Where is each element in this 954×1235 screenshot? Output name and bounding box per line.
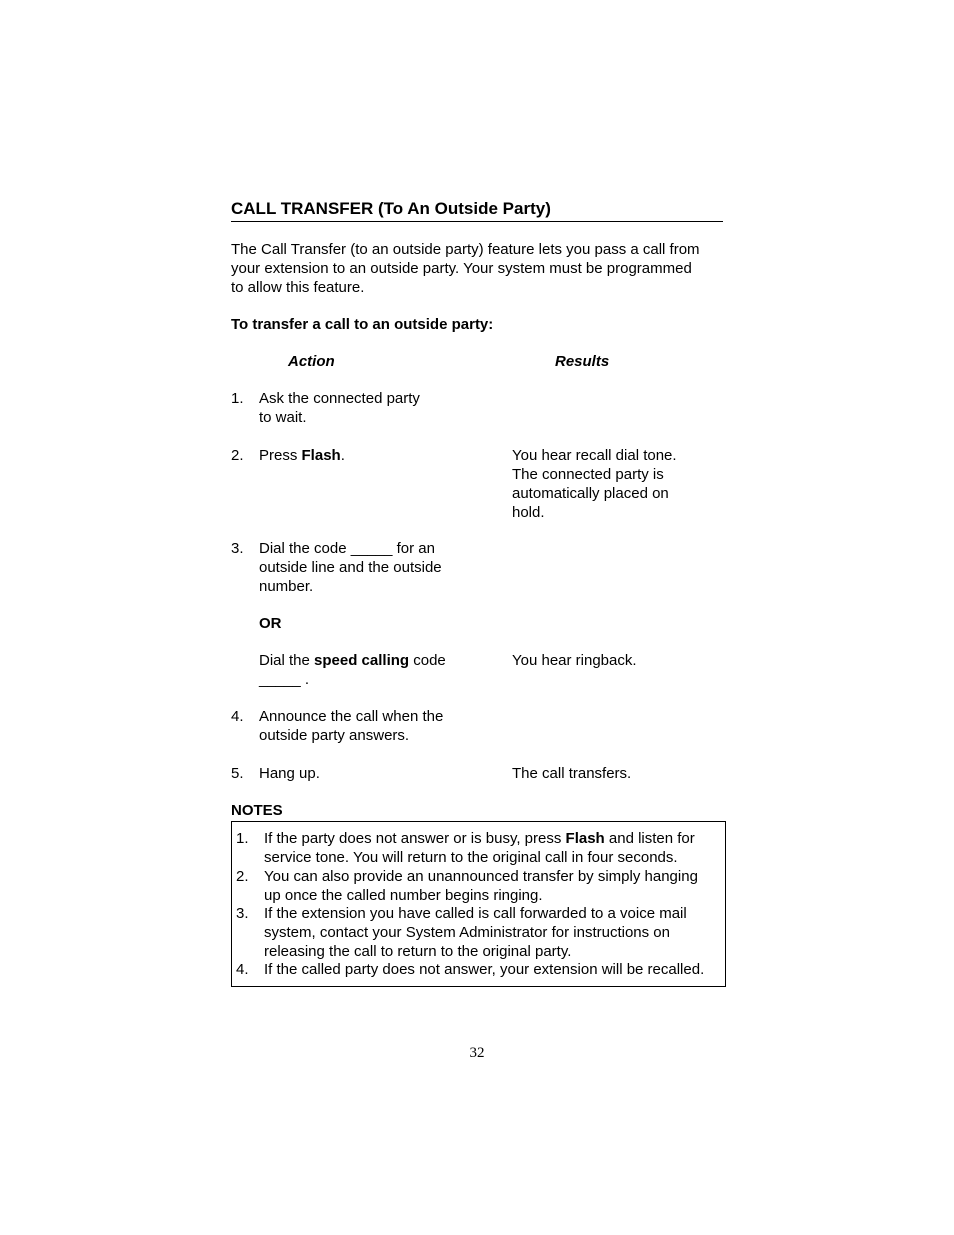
step-action-text: Press <box>259 447 302 464</box>
step-action-line: _____ . <box>259 671 310 688</box>
step-number: 2. <box>231 447 244 464</box>
note-line: system, contact your System Administrator for instructions on <box>264 924 670 941</box>
step-action <box>259 446 489 465</box>
step-action-text: code <box>409 652 446 669</box>
step-result: The call transfers. <box>512 765 632 782</box>
step-result <box>512 446 712 522</box>
step-action <box>259 539 489 596</box>
note-number: 4. <box>236 961 249 978</box>
step-action-line: Ask the connected party <box>259 390 420 407</box>
note-item <box>236 960 724 979</box>
step-action-line: Announce the call when the <box>259 708 444 725</box>
note-text <box>264 867 724 905</box>
flash-key-label: Flash <box>301 447 341 464</box>
note-text <box>264 829 724 867</box>
intro-line: The Call Transfer (to an outside party) feature lets you pass a call from <box>231 241 700 258</box>
step-action: Hang up. <box>259 765 320 782</box>
step-action-line: outside line and the outside <box>259 559 442 576</box>
step-action-text: Dial the <box>259 652 315 669</box>
step-action-line: Dial the code _____ for an <box>259 540 435 557</box>
flash-key-label: Flash <box>565 830 605 847</box>
step-result-line: The connected party is <box>512 466 664 483</box>
speed-calling-label: speed calling <box>314 652 410 669</box>
results-column-header: Results <box>555 353 610 370</box>
intro-line: to allow this feature. <box>231 279 365 296</box>
note-text-part: and listen for <box>604 830 695 847</box>
note-text-part: If the party does not answer or is busy, press <box>264 830 566 847</box>
note-item <box>236 867 724 905</box>
step-number: 1. <box>231 390 244 407</box>
note-text <box>264 904 724 961</box>
step-number: 3. <box>231 540 244 557</box>
step-result-line: hold. <box>512 504 545 521</box>
note-item <box>236 904 724 961</box>
notes-heading: NOTES <box>231 802 283 819</box>
step-number: 5. <box>231 765 244 782</box>
note-number: 2. <box>236 868 249 885</box>
note-number: 3. <box>236 905 249 922</box>
note-line: up once the called number begins ringing. <box>264 887 543 904</box>
step-action-text: . <box>340 447 345 464</box>
note-item <box>236 829 724 867</box>
step-action <box>259 707 489 745</box>
or-separator: OR <box>259 615 282 632</box>
action-column-header: Action <box>288 353 335 370</box>
page-number: 32 <box>469 1045 485 1061</box>
intro-line: your extension to an outside party. Your system must be programmed <box>231 260 692 277</box>
note-line: If the called party does not answer, your extension will be recalled. <box>264 961 705 978</box>
note-line: releasing the call to return to the original party. <box>264 943 572 960</box>
step-result-line: You hear recall dial tone. <box>512 447 677 464</box>
step-action <box>259 389 489 427</box>
intro-paragraph <box>231 240 723 297</box>
step-number: 4. <box>231 708 244 725</box>
step-result: You hear ringback. <box>512 652 637 669</box>
note-line: If the extension you have called is call forwarded to a voice mail <box>264 905 687 922</box>
step-result-line: automatically placed on <box>512 485 669 502</box>
note-text <box>264 960 724 979</box>
step-action-line: outside party answers. <box>259 727 410 744</box>
step-action-line: number. <box>259 578 314 595</box>
note-line: You can also provide an unannounced transfer by simply hanging <box>264 868 698 885</box>
note-number: 1. <box>236 830 249 847</box>
note-line: service tone. You will return to the original call in four seconds. <box>264 849 678 866</box>
step-action-line: to wait. <box>259 409 307 426</box>
step-action-alternative <box>259 651 489 689</box>
page-title: CALL TRANSFER (To An Outside Party) <box>231 198 723 222</box>
procedure-heading: To transfer a call to an outside party: <box>231 316 494 333</box>
